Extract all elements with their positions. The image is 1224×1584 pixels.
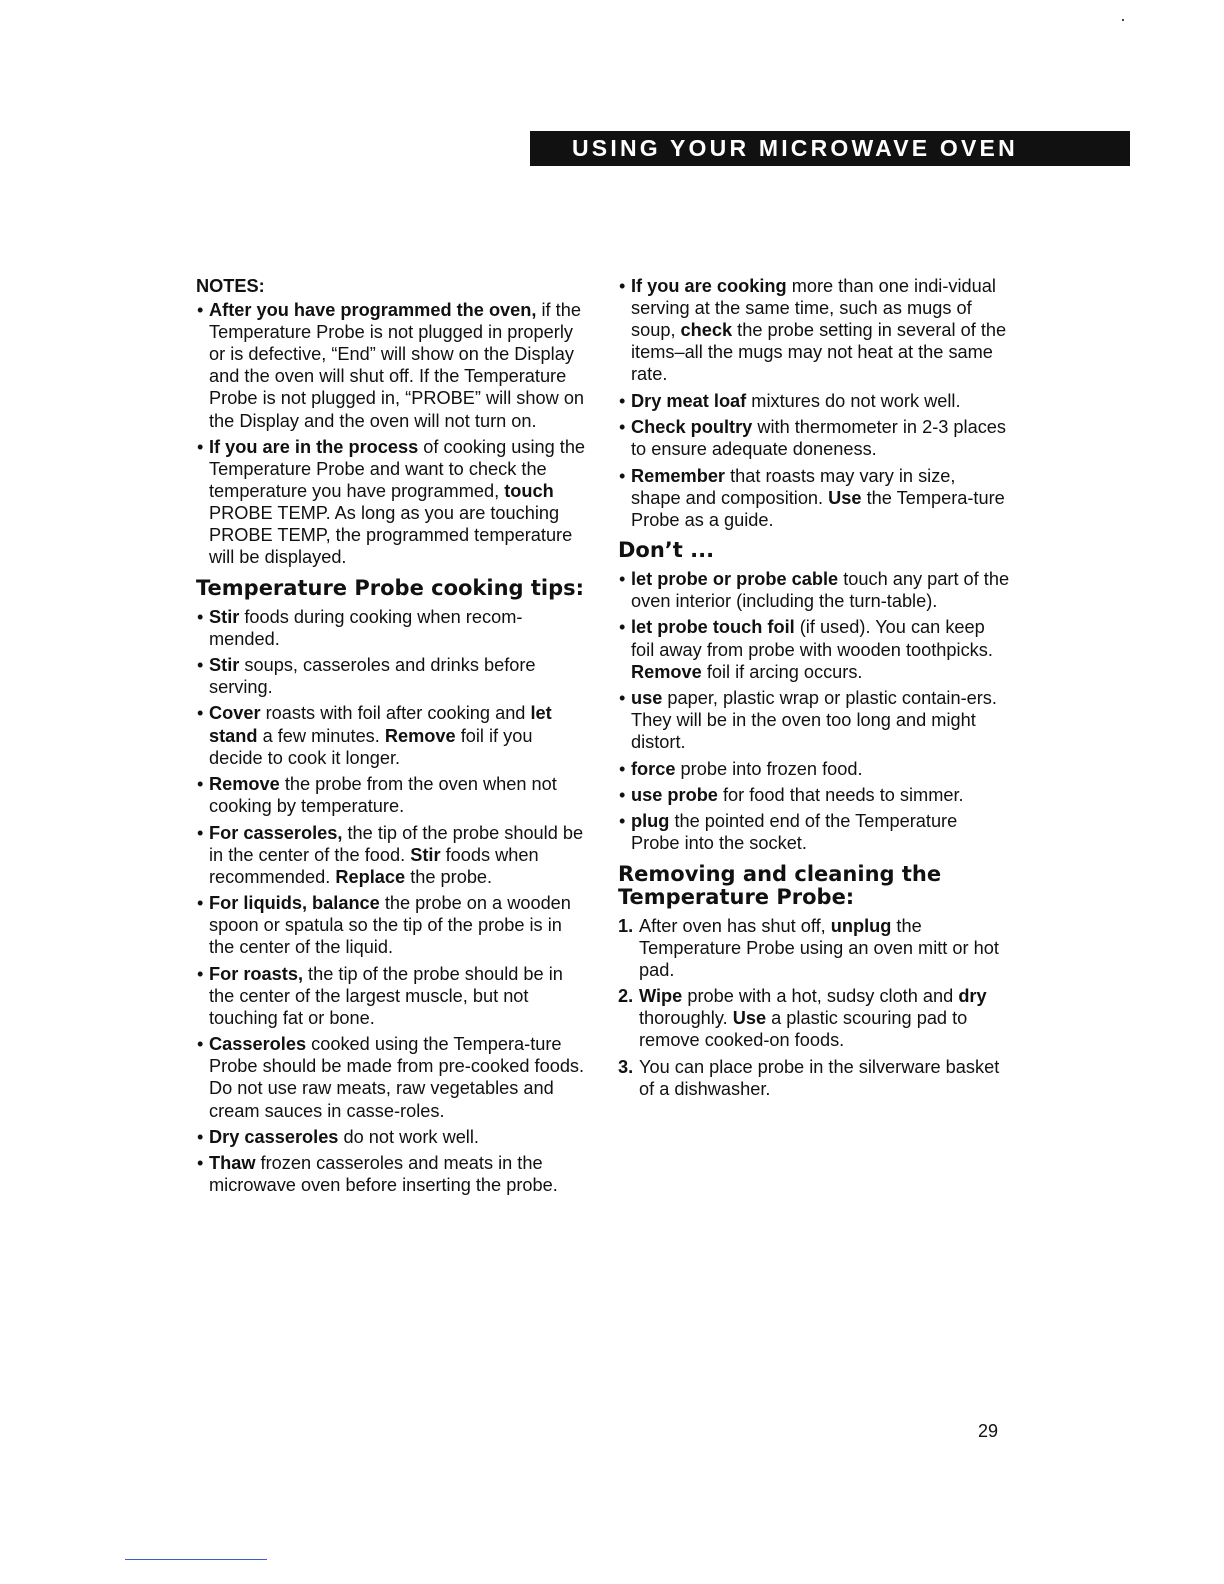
list-item: • For liquids, balance the probe on a wooden spoon or spatula so the tip of the probe is in the center of the liquid. xyxy=(197,893,571,958)
cleaning-heading: Removing and cleaning the Temperature Probe: xyxy=(618,861,942,909)
list-item: 1. After oven has shut off, unplug the Temperature Probe using an oven mitt or hot pad. xyxy=(618,915,999,980)
list-item: • For casseroles, the tip of the probe should be in the center of the food. Stir foods when recommended. Replace the probe. xyxy=(197,822,584,887)
tips-continued-list xyxy=(618,275,1010,531)
list-item: • Stir foods during cooking when recom-mended. xyxy=(197,606,523,649)
list-item: • After you have programmed the oven, if the Temperature Probe is not plugged in properly or is defective, “End” will show on the Display and the oven will shut off. If the Temperature Probe is not plugged in, “PROBE” will show on the Display and the oven will not turn on. xyxy=(197,300,585,431)
section-header-bar xyxy=(530,131,1130,166)
list-item: • force probe into frozen food. xyxy=(619,758,863,779)
list-item: • let probe or probe cable touch any part of the oven interior (including the turn-table). xyxy=(619,568,1010,612)
footer-rule xyxy=(125,1559,267,1560)
list-item: • Remember that roasts may vary in size, shape and composition. Use the Tempera-ture Probe as a guide. xyxy=(619,465,1005,530)
list-item: • let probe touch foil (if used). You can keep foil away from probe with wooden toothpicks. Remove foil if arcing occurs. xyxy=(619,617,993,682)
list-item: 3. You can place probe in the silverware basket of a dishwasher. xyxy=(618,1056,1000,1099)
scan-speck xyxy=(1122,19,1124,21)
dont-list xyxy=(618,568,1010,855)
tips-heading: Temperature Probe cooking tips: xyxy=(196,575,585,600)
page-number: 29 xyxy=(978,1421,999,1441)
notes-heading: NOTES: xyxy=(196,276,265,296)
list-item: • Cover roasts with foil after cooking and let stand a few minutes. Remove foil if you decide to cook it longer. xyxy=(197,703,552,768)
list-item: • plug the pointed end of the Temperature Probe into the socket. xyxy=(619,811,958,854)
section-header-title: USING YOUR MICROWAVE OVEN xyxy=(572,135,1018,161)
list-item: • Thaw frozen casseroles and meats in the microwave oven before inserting the probe. xyxy=(197,1153,558,1196)
list-item: • For roasts, the tip of the probe should be in the center of the largest muscle, but not touching fat or bone. xyxy=(197,963,563,1028)
cleaning-steps-list xyxy=(618,915,1010,1100)
list-item: • use paper, plastic wrap or plastic contain-ers. They will be in the oven too long and might distort. xyxy=(619,687,997,753)
list-item: • Remove the probe from the oven when not cooking by temperature. xyxy=(197,774,557,817)
list-item: • use probe for food that needs to simmer. xyxy=(619,784,964,805)
list-item: • Dry casseroles do not work well. xyxy=(197,1126,479,1147)
list-item: • Check poultry with thermometer in 2-3 places to ensure adequate doneness. xyxy=(619,417,1007,460)
dont-heading: Don’t ... xyxy=(618,537,715,562)
list-item: • Dry meat loaf mixtures do not work well. xyxy=(619,390,961,411)
list-item: 2. Wipe probe with a hot, sudsy cloth and dry thoroughly. Use a plastic scouring pad to remove cooked-on foods. xyxy=(618,986,987,1051)
list-item: • Casseroles cooked using the Tempera-ture Probe should be made from pre-cooked foods. Do not use raw meats, raw vegetables and cream sauces in casse-roles. xyxy=(197,1034,585,1121)
notes-list xyxy=(196,299,588,568)
tips-list xyxy=(196,606,588,1197)
list-item: • If you are cooking more than one indi-vidual serving at the same time, such as mugs of soup, check the probe setting in several of the items–all the mugs may not heat at the same rate. xyxy=(619,276,1007,385)
list-item: • If you are in the process of cooking using the Temperature Probe and want to check the temperature you have programmed, touch PROBE TEMP. As long as you are touching PROBE TEMP, the programmed temperature will be displayed. xyxy=(197,436,586,568)
list-item: • Stir soups, casseroles and drinks before serving. xyxy=(197,655,536,698)
left-column xyxy=(196,275,588,1201)
right-column xyxy=(618,275,1010,1104)
